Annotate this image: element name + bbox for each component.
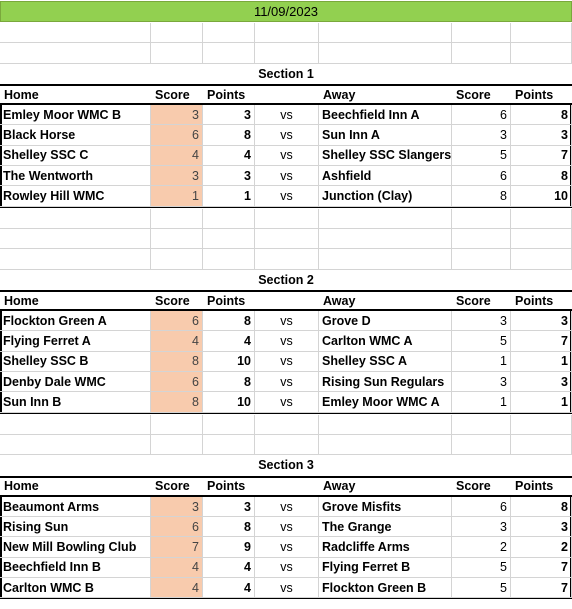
away-points[interactable]: 1 bbox=[511, 352, 572, 372]
home-score[interactable]: 4 bbox=[151, 331, 203, 351]
home-score[interactable]: 4 bbox=[151, 578, 203, 598]
home-points[interactable]: 8 bbox=[203, 311, 255, 331]
empty-cell[interactable] bbox=[0, 435, 151, 455]
empty-cell[interactable] bbox=[511, 415, 572, 435]
away-team[interactable]: Flying Ferret B bbox=[319, 558, 452, 578]
away-points[interactable]: 7 bbox=[511, 578, 572, 598]
home-score[interactable]: 3 bbox=[151, 497, 203, 517]
home-points[interactable]: 4 bbox=[203, 146, 255, 166]
empty-cell[interactable] bbox=[255, 415, 319, 435]
home-points[interactable]: 9 bbox=[203, 537, 255, 557]
match-row bbox=[0, 166, 572, 186]
away-team[interactable]: Shelley SSC A bbox=[319, 352, 452, 372]
vs-label[interactable]: vs bbox=[255, 125, 319, 145]
away-score[interactable]: 3 bbox=[452, 125, 511, 145]
empty-cell[interactable] bbox=[151, 209, 203, 229]
away-score[interactable]: 5 bbox=[452, 331, 511, 351]
home-team[interactable]: New Mill Bowling Club bbox=[0, 537, 151, 557]
empty-cell[interactable] bbox=[151, 435, 203, 455]
away-team[interactable]: Radcliffe Arms bbox=[319, 537, 452, 557]
empty-cell[interactable] bbox=[255, 435, 319, 455]
away-points[interactable]: 3 bbox=[511, 125, 572, 145]
home-score[interactable]: 4 bbox=[151, 558, 203, 578]
header-away[interactable]: Away bbox=[323, 293, 356, 308]
home-team[interactable]: Beechfield Inn B bbox=[0, 558, 151, 578]
away-points[interactable]: 3 bbox=[511, 311, 572, 331]
away-team[interactable]: Ashfield bbox=[319, 166, 452, 186]
away-team[interactable]: Emley Moor WMC A bbox=[319, 392, 452, 412]
empty-cell[interactable] bbox=[452, 415, 511, 435]
empty-cell[interactable] bbox=[452, 23, 511, 43]
section-title: Section 2 bbox=[258, 272, 314, 287]
empty-cell[interactable] bbox=[511, 43, 572, 63]
home-points[interactable]: 4 bbox=[203, 558, 255, 578]
home-score[interactable]: 7 bbox=[151, 537, 203, 557]
table-header bbox=[0, 84, 572, 105]
away-score[interactable]: 6 bbox=[452, 105, 511, 125]
vs-label[interactable]: vs bbox=[255, 166, 319, 186]
away-score[interactable]: 1 bbox=[452, 352, 511, 372]
away-team[interactable]: Grove Misfits bbox=[319, 497, 452, 517]
empty-row bbox=[0, 415, 572, 435]
match-row bbox=[0, 311, 572, 331]
away-team[interactable]: The Grange bbox=[319, 517, 452, 537]
home-score[interactable]: 8 bbox=[151, 352, 203, 372]
away-team[interactable]: Grove D bbox=[319, 311, 452, 331]
empty-cell[interactable] bbox=[511, 229, 572, 249]
empty-cell[interactable] bbox=[151, 415, 203, 435]
vs-label[interactable]: vs bbox=[255, 517, 319, 537]
empty-cell[interactable] bbox=[203, 415, 255, 435]
match-row bbox=[0, 517, 572, 537]
header-points[interactable]: Points bbox=[207, 87, 246, 102]
header-score[interactable]: Score bbox=[155, 479, 190, 494]
away-team[interactable]: Carlton WMC A bbox=[319, 331, 452, 351]
empty-cell[interactable] bbox=[319, 415, 452, 435]
empty-cell[interactable] bbox=[255, 43, 319, 63]
home-team[interactable]: Denby Dale WMC bbox=[0, 372, 151, 392]
home-points[interactable]: 3 bbox=[203, 497, 255, 517]
home-points[interactable]: 4 bbox=[203, 578, 255, 598]
empty-cell[interactable] bbox=[319, 435, 452, 455]
empty-cell[interactable] bbox=[452, 249, 511, 269]
empty-cell[interactable] bbox=[203, 43, 255, 63]
away-points[interactable]: 7 bbox=[511, 146, 572, 166]
home-team[interactable]: Sun Inn B bbox=[0, 392, 151, 412]
home-score[interactable]: 8 bbox=[151, 392, 203, 412]
away-score[interactable]: 3 bbox=[452, 517, 511, 537]
empty-cell[interactable] bbox=[319, 249, 452, 269]
empty-row bbox=[0, 43, 572, 63]
empty-cell[interactable] bbox=[511, 435, 572, 455]
home-team[interactable]: The Wentworth bbox=[0, 166, 151, 186]
header-home[interactable]: Home bbox=[4, 479, 39, 494]
header-away[interactable]: Away bbox=[323, 479, 356, 494]
empty-cell[interactable] bbox=[255, 249, 319, 269]
empty-cell[interactable] bbox=[151, 43, 203, 63]
home-team[interactable]: Rising Sun bbox=[0, 517, 151, 537]
empty-cell[interactable] bbox=[0, 415, 151, 435]
home-points[interactable]: 10 bbox=[203, 392, 255, 412]
header-away-score[interactable]: Score bbox=[456, 293, 491, 308]
away-score[interactable]: 6 bbox=[452, 166, 511, 186]
away-score[interactable]: 6 bbox=[452, 497, 511, 517]
match-row bbox=[0, 372, 572, 392]
away-points[interactable]: 8 bbox=[511, 105, 572, 125]
away-team[interactable]: Sun Inn A bbox=[319, 125, 452, 145]
header-away-score[interactable]: Score bbox=[456, 87, 491, 102]
section-title: Section 3 bbox=[258, 458, 314, 473]
match-row bbox=[0, 497, 572, 517]
home-team[interactable]: Shelley SSC C bbox=[0, 146, 151, 166]
away-points[interactable]: 8 bbox=[511, 166, 572, 186]
vs-label[interactable]: vs bbox=[255, 311, 319, 331]
empty-cell[interactable] bbox=[452, 43, 511, 63]
empty-cell[interactable] bbox=[151, 229, 203, 249]
vs-label[interactable]: vs bbox=[255, 392, 319, 412]
header-away[interactable]: Away bbox=[323, 87, 356, 102]
home-score[interactable]: 3 bbox=[151, 166, 203, 186]
vs-label[interactable]: vs bbox=[255, 146, 319, 166]
empty-cell[interactable] bbox=[0, 43, 151, 63]
away-team[interactable]: Beechfield Inn A bbox=[319, 105, 452, 125]
empty-cell[interactable] bbox=[511, 209, 572, 229]
header-home[interactable]: Home bbox=[4, 87, 39, 102]
empty-cell[interactable] bbox=[319, 23, 452, 43]
match-row bbox=[0, 352, 572, 372]
home-points[interactable]: 4 bbox=[203, 331, 255, 351]
header-vs[interactable] bbox=[255, 478, 319, 495]
away-score[interactable]: 2 bbox=[452, 537, 511, 557]
empty-cell[interactable] bbox=[0, 209, 151, 229]
vs-label[interactable]: vs bbox=[255, 331, 319, 351]
empty-cell[interactable] bbox=[255, 209, 319, 229]
home-points[interactable]: 10 bbox=[203, 352, 255, 372]
empty-cell[interactable] bbox=[255, 229, 319, 249]
away-team[interactable]: Rising Sun Regulars bbox=[319, 372, 452, 392]
away-team[interactable]: Shelley SSC Slangers bbox=[319, 146, 452, 166]
empty-row bbox=[0, 435, 572, 455]
home-points[interactable]: 1 bbox=[203, 186, 255, 206]
empty-cell[interactable] bbox=[203, 229, 255, 249]
match-row bbox=[0, 105, 572, 125]
away-team[interactable]: Flockton Green B bbox=[319, 578, 452, 598]
empty-cell[interactable] bbox=[452, 435, 511, 455]
home-points[interactable]: 3 bbox=[203, 166, 255, 186]
home-score[interactable]: 3 bbox=[151, 105, 203, 125]
empty-row bbox=[0, 23, 572, 43]
away-score[interactable]: 3 bbox=[452, 372, 511, 392]
header-away-points[interactable]: Points bbox=[515, 293, 554, 308]
section-title: Section 1 bbox=[258, 66, 314, 81]
vs-label[interactable]: vs bbox=[255, 186, 319, 206]
header-vs[interactable] bbox=[255, 292, 319, 309]
away-points[interactable]: 3 bbox=[511, 372, 572, 392]
vs-label[interactable]: vs bbox=[255, 372, 319, 392]
table-header bbox=[0, 476, 572, 497]
empty-cell[interactable] bbox=[203, 23, 255, 43]
home-team[interactable]: Emley Moor WMC B bbox=[0, 105, 151, 125]
vs-label[interactable]: vs bbox=[255, 578, 319, 598]
match-row bbox=[0, 558, 572, 578]
header-score[interactable]: Score bbox=[155, 293, 190, 308]
section-table bbox=[0, 290, 572, 414]
empty-cell[interactable] bbox=[151, 23, 203, 43]
empty-row bbox=[0, 209, 572, 229]
away-points[interactable]: 7 bbox=[511, 331, 572, 351]
match-row bbox=[0, 331, 572, 351]
home-team[interactable]: Shelley SSC B bbox=[0, 352, 151, 372]
header-away-points[interactable]: Points bbox=[515, 479, 554, 494]
date-banner bbox=[0, 1, 572, 22]
home-team[interactable]: Flying Ferret A bbox=[0, 331, 151, 351]
header-away-points[interactable]: Points bbox=[515, 87, 554, 102]
home-score[interactable]: 6 bbox=[151, 372, 203, 392]
header-home[interactable]: Home bbox=[4, 293, 39, 308]
empty-cell[interactable] bbox=[0, 23, 151, 43]
match-row bbox=[0, 578, 572, 598]
home-team[interactable]: Rowley Hill WMC bbox=[0, 186, 151, 206]
section-table bbox=[0, 476, 572, 600]
home-score[interactable]: 6 bbox=[151, 517, 203, 537]
empty-cell[interactable] bbox=[0, 229, 151, 249]
empty-row bbox=[0, 229, 572, 249]
home-points[interactable]: 8 bbox=[203, 372, 255, 392]
away-score[interactable]: 8 bbox=[452, 186, 511, 206]
empty-cell[interactable] bbox=[255, 23, 319, 43]
empty-cell[interactable] bbox=[319, 43, 452, 63]
vs-label[interactable]: vs bbox=[255, 537, 319, 557]
home-score[interactable]: 1 bbox=[151, 186, 203, 206]
match-row bbox=[0, 146, 572, 166]
home-score[interactable]: 6 bbox=[151, 125, 203, 145]
away-points[interactable]: 8 bbox=[511, 497, 572, 517]
empty-cell[interactable] bbox=[511, 23, 572, 43]
home-team[interactable]: Beaumont Arms bbox=[0, 497, 151, 517]
home-team[interactable]: Black Horse bbox=[0, 125, 151, 145]
empty-cell[interactable] bbox=[151, 249, 203, 269]
away-points[interactable]: 2 bbox=[511, 537, 572, 557]
vs-label[interactable]: vs bbox=[255, 105, 319, 125]
home-points[interactable]: 8 bbox=[203, 125, 255, 145]
away-points[interactable]: 3 bbox=[511, 517, 572, 537]
header-away-score[interactable]: Score bbox=[456, 479, 491, 494]
away-points[interactable]: 1 bbox=[511, 392, 572, 412]
header-points[interactable]: Points bbox=[207, 479, 246, 494]
away-points[interactable]: 10 bbox=[511, 186, 572, 206]
empty-cell[interactable] bbox=[0, 249, 151, 269]
empty-row bbox=[0, 249, 572, 269]
home-team[interactable]: Carlton WMC B bbox=[0, 578, 151, 598]
vs-label[interactable]: vs bbox=[255, 558, 319, 578]
home-points[interactable]: 3 bbox=[203, 105, 255, 125]
match-row bbox=[0, 125, 572, 145]
match-row bbox=[0, 537, 572, 557]
away-score[interactable]: 3 bbox=[452, 311, 511, 331]
match-row bbox=[0, 186, 572, 206]
home-team[interactable]: Flockton Green A bbox=[0, 311, 151, 331]
date-text: 11/09/2023 bbox=[253, 4, 319, 19]
vs-label[interactable]: vs bbox=[255, 497, 319, 517]
away-score[interactable]: 5 bbox=[452, 558, 511, 578]
empty-cell[interactable] bbox=[203, 435, 255, 455]
empty-cell[interactable] bbox=[452, 209, 511, 229]
home-score[interactable]: 6 bbox=[151, 311, 203, 331]
header-score[interactable]: Score bbox=[155, 87, 190, 102]
empty-cell[interactable] bbox=[319, 229, 452, 249]
empty-cell[interactable] bbox=[319, 209, 452, 229]
empty-cell[interactable] bbox=[452, 229, 511, 249]
empty-cell[interactable] bbox=[203, 209, 255, 229]
match-row bbox=[0, 392, 572, 412]
table-header bbox=[0, 290, 572, 311]
away-score[interactable]: 5 bbox=[452, 578, 511, 598]
section-table bbox=[0, 84, 572, 208]
away-score[interactable]: 5 bbox=[452, 146, 511, 166]
empty-cell[interactable] bbox=[203, 249, 255, 269]
header-points[interactable]: Points bbox=[207, 293, 246, 308]
home-points[interactable]: 8 bbox=[203, 517, 255, 537]
away-points[interactable]: 7 bbox=[511, 558, 572, 578]
away-score[interactable]: 1 bbox=[452, 392, 511, 412]
away-team[interactable]: Junction (Clay) bbox=[319, 186, 452, 206]
header-vs[interactable] bbox=[255, 86, 319, 103]
empty-cell[interactable] bbox=[511, 249, 572, 269]
vs-label[interactable]: vs bbox=[255, 352, 319, 372]
home-score[interactable]: 4 bbox=[151, 146, 203, 166]
